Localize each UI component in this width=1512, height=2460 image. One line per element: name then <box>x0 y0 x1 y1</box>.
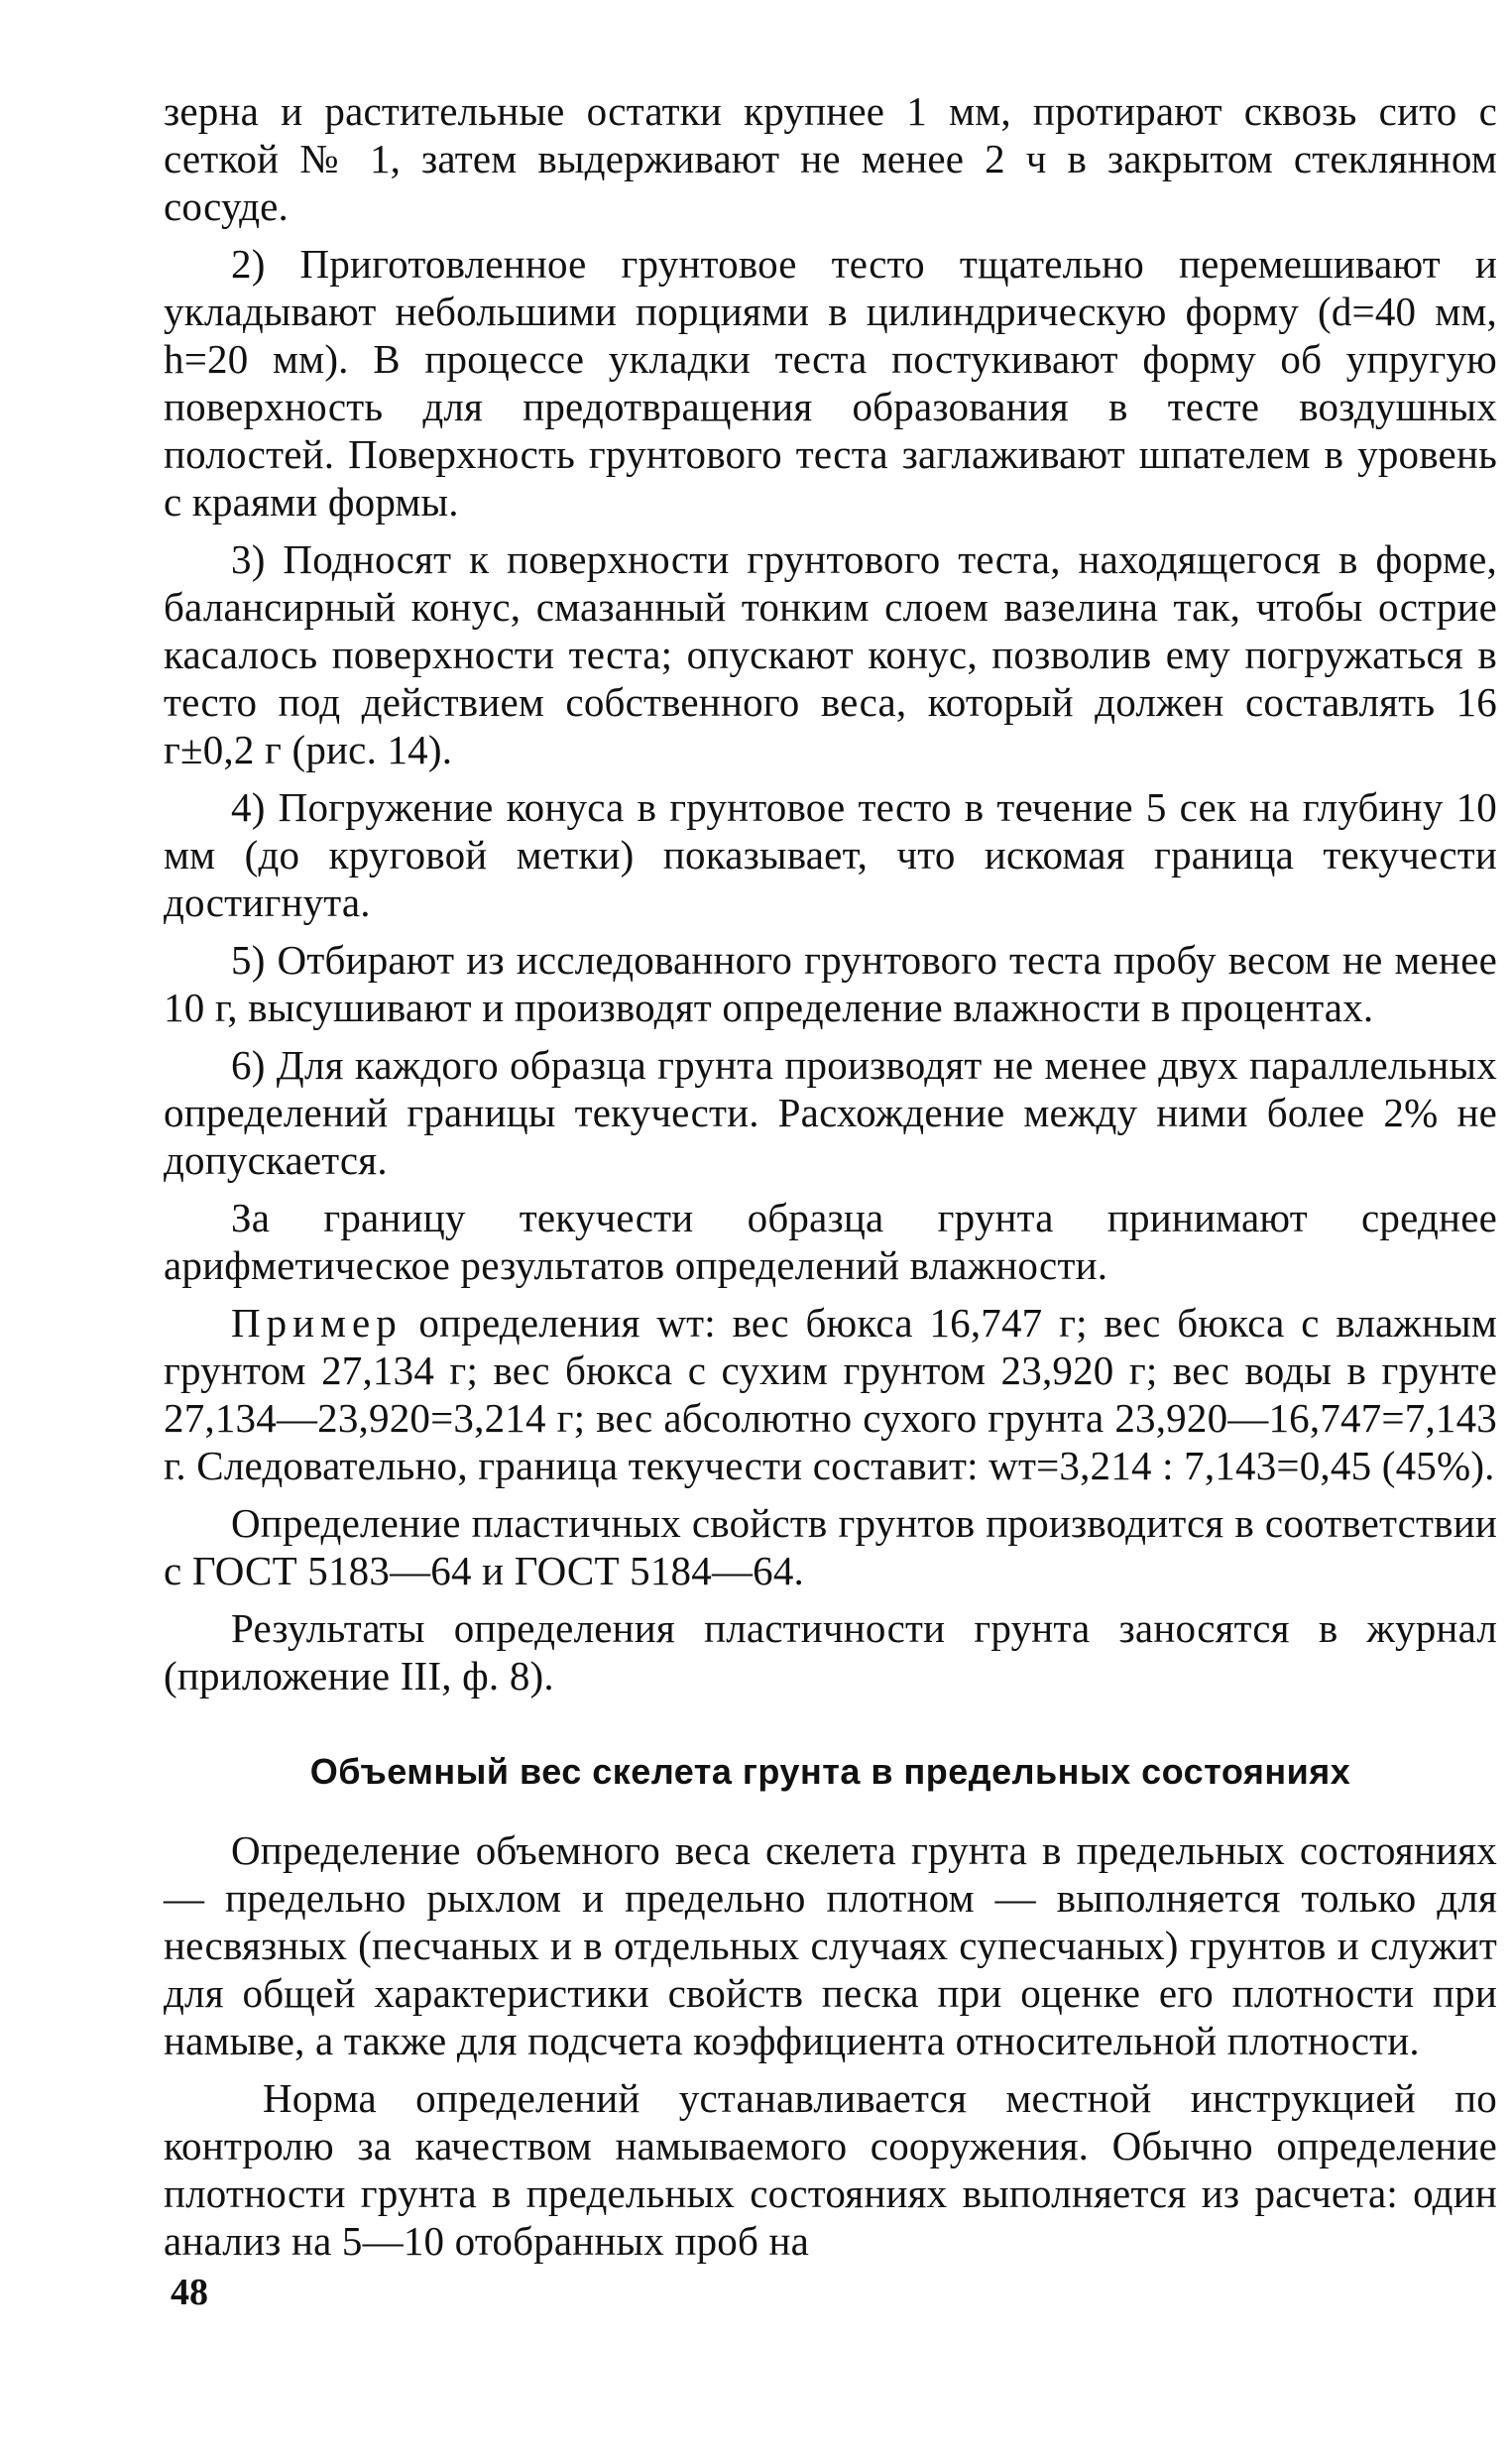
paragraph-step-2: 2) Приготовленное грунтовое тесто тщательно перемешивают и укладывают небольшими порциями в цилиндрическую форму (d=40 мм, h=20 мм). В процессе укладки теста постукивают форму об упругую поверхность для предотвращения образования в тесте воздушных полостей. Поверхность грунтового теста заглаживают шпателем в уровень с краями формы. <box>164 241 1497 525</box>
paragraph-plasticity-gost: Определение пластичных свойств грунтов производится в соответствии с ГОСТ 5183—64 и ГОСТ 5184—64. <box>164 1500 1497 1593</box>
paragraph-step-5: 5) Отбирают из исследованного грунтового теста пробу весом не менее 10 г, высушивают и производят определение влажности в процентах. <box>164 937 1497 1030</box>
paragraph-example <box>164 1299 1497 1489</box>
paragraph-section-2: Норма определений устанавливается местной инструкцией по контролю за качеством намываемого сооружения. Обычно определение плотности грунта в предельных состояниях выполняется из расчета: один анализ на 5—10 отобранных проб на <box>164 2075 1497 2264</box>
page-number: 48 <box>171 2272 208 2313</box>
paragraph-intro: зерна и растительные остатки крупнее 1 мм, протирают сквозь сито с сеткой № 1, затем выдерживают не менее 2 ч в закрытом стеклянном сосуде. <box>164 88 1497 229</box>
paragraph-step-6: 6) Для каждого образца грунта производят не менее двух параллельных определений границы текучести. Расхождение между ними более 2% не допускается. <box>164 1042 1497 1183</box>
section-heading: Объемный вес скелета грунта в предельных состояниях <box>309 1751 1351 1792</box>
paragraph-liquid-limit: За границу текучести образца грунта принимают среднее арифметическое результатов определений влажности. <box>164 1195 1497 1288</box>
paragraph-step-3: 3) Подносят к поверхности грунтового теста, находящегося в форме, балансирный конус, смазанный тонким слоем вазелина так, чтобы острие касалось поверхности теста; опускают конус, позволив ему погружаться в тесто под действием собственного веса, который должен составлять 16 г±0,2 г (рис. 14). <box>164 536 1497 772</box>
paragraph-plasticity-journal: Результаты определения пластичности грунта заносятся в журнал (приложение III, ф. 8). <box>164 1605 1497 1699</box>
paragraph-step-4: 4) Погружение конуса в грунтовое тесто в течение 5 сек на глубину 10 мм (до круговой метки) показывает, что искомая граница текучести достигнута. <box>164 784 1497 925</box>
example-label: Пример <box>231 1300 403 1346</box>
example-text: определения wт: вес бюкса 16,747 г; вес бюкса с влажным грунтом 27,134 г; вес бюкса с сухим грунтом 23,920 г; вес воды в грунте 27,134—23,920=3,214 г; вес абсолютно сухого грунта 23,920—16,747=7,143 г. Следовательно, граница текучести составит: wт=3,214 : 7,143=0,45 (45%). <box>164 1300 1497 1488</box>
document-page <box>164 87 1497 2275</box>
paragraph-section-1: Определение объемного веса скелета грунта в предельных состояниях — предельно рыхлом и предельно плотном — выполняется только для несвязных (песчаных и в отдельных случаях супесчаных) грунтов и служит для общей характеристики свойств песка при оценке его плотности при намыве, а также для подсчета коэффициента относительной плотности. <box>164 1827 1497 2063</box>
